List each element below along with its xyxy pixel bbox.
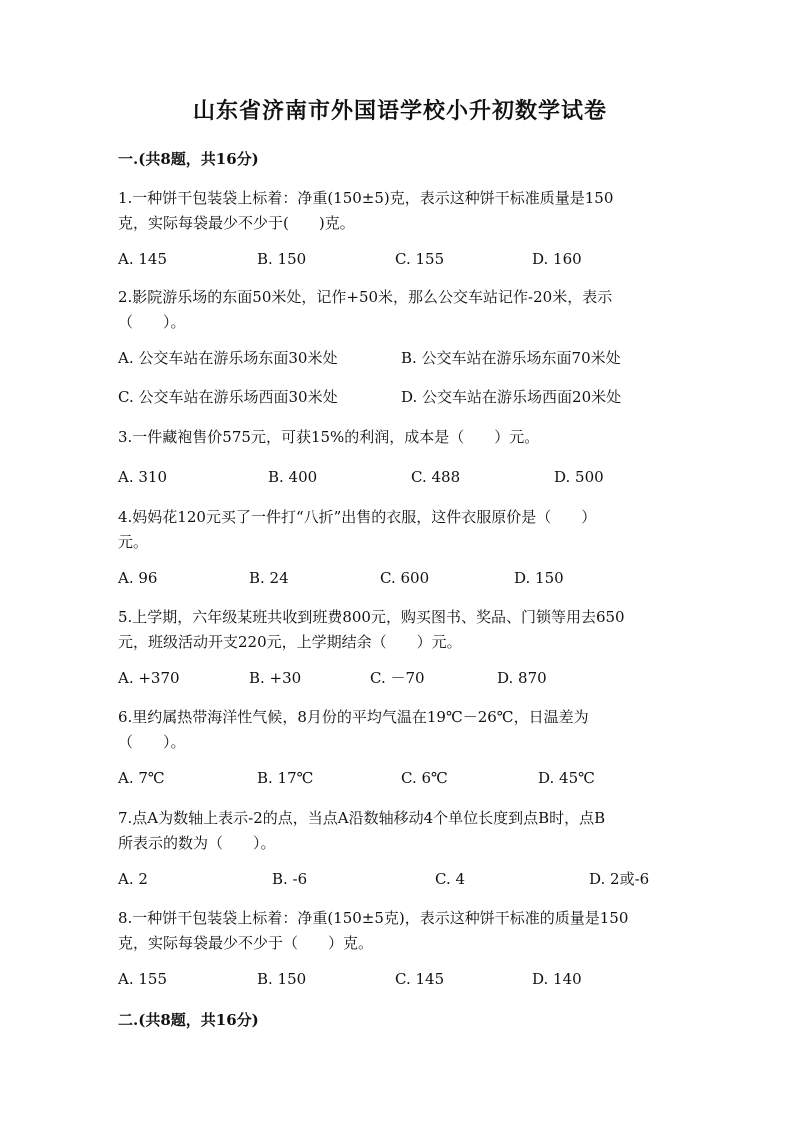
option-b: B. 24 (249, 569, 289, 587)
question-text-line: 元，班级活动开支220元，上学期结余（ ）元。 (118, 633, 462, 651)
option-b: B. 17℃ (257, 769, 314, 787)
option-b: B. 150 (257, 250, 307, 268)
options-row-2a (0, 347, 800, 369)
options-row-6 (0, 767, 800, 789)
option-a: A. 公交车站在游乐场东面30米处 (118, 349, 338, 367)
options-row-8 (0, 968, 800, 990)
option-b: B. +30 (249, 669, 302, 687)
question-text-line: 2.影院游乐场的东面50米处，记作+50米，那么公交车站记作-20米，表示 (118, 288, 613, 306)
options-row-1 (0, 248, 800, 270)
option-c: C. 488 (411, 468, 461, 486)
option-a: A. +370 (118, 669, 180, 687)
question-text-line: （ ）。 (118, 313, 186, 331)
option-c: C. 公交车站在游乐场西面30米处 (118, 388, 338, 406)
option-d: D. 160 (532, 250, 582, 268)
option-b: B. 公交车站在游乐场东面70米处 (401, 349, 621, 367)
page-title: 山东省济南市外国语学校小升初数学试卷 (192, 98, 607, 124)
question-5 (118, 605, 683, 655)
question-text-line: 1.一种饼干包装袋上标着：净重(150±5)克，表示这种饼干标准质量是150 (118, 189, 614, 207)
options-row-2b (0, 386, 800, 408)
option-c: C. 145 (395, 970, 445, 988)
option-d: D. 公交车站在游乐场西面20米处 (401, 388, 622, 406)
option-c: C. 6℃ (401, 769, 448, 787)
question-text-line: 3.一件藏袍售价575元，可获15%的利润，成本是（ ）元。 (118, 428, 540, 446)
option-d: D. 140 (532, 970, 582, 988)
question-1 (118, 186, 683, 236)
option-a: A. 310 (118, 468, 167, 486)
question-2 (118, 285, 683, 335)
question-7 (118, 806, 683, 856)
question-text-line: 7.点A为数轴上表示-2的点，当点A沿数轴移动4个单位长度到点B时，点B (118, 809, 606, 827)
option-d: D. 45℃ (538, 769, 595, 787)
option-c: C. 155 (395, 250, 445, 268)
options-row-7 (0, 868, 800, 890)
options-row-3 (0, 466, 800, 488)
option-a: A. 145 (118, 250, 167, 268)
option-d: D. 500 (554, 468, 604, 486)
option-c: C. 600 (380, 569, 430, 587)
question-text-line: 克，实际每袋最少不少于( )克。 (118, 214, 355, 232)
section-heading-2: 二.(共8题，共16分) (118, 1011, 259, 1029)
question-text-line: 克，实际每袋最少不少于（ ）克。 (118, 934, 374, 952)
question-text-line: 所表示的数为（ ）。 (118, 834, 276, 852)
option-d: D. 870 (497, 669, 547, 687)
question-6 (118, 705, 683, 755)
question-8 (118, 906, 683, 956)
option-a: A. 96 (118, 569, 158, 587)
option-d: D. 2或-6 (589, 870, 650, 888)
section-heading-1: 一.(共8题，共16分) (118, 150, 259, 168)
question-3 (118, 425, 683, 450)
question-text-line: （ ）。 (118, 733, 186, 751)
option-b: B. 150 (257, 970, 307, 988)
option-a: A. 155 (118, 970, 167, 988)
question-text-line: 6.里约属热带海洋性气候，8月份的平均气温在19℃－26℃，日温差为 (118, 708, 589, 726)
options-row-5 (0, 667, 800, 689)
question-text-line: 5.上学期，六年级某班共收到班费800元，购买图书、奖品、门锁等用去650 (118, 608, 625, 626)
question-4 (118, 505, 683, 555)
option-b: B. 400 (268, 468, 318, 486)
option-c: C. 4 (435, 870, 466, 888)
question-text-line: 4.妈妈花120元买了一件打“八折”出售的衣服，这件衣服原价是（ ） (118, 508, 597, 526)
option-a: A. 2 (118, 870, 148, 888)
option-b: B. -6 (272, 870, 308, 888)
question-text-line: 8.一种饼干包装袋上标着：净重(150±5克)，表示这种饼干标准的质量是150 (118, 909, 629, 927)
options-row-4 (0, 567, 800, 589)
option-a: A. 7℃ (118, 769, 165, 787)
option-c: C. －70 (370, 669, 425, 687)
question-text-line: 元。 (118, 533, 149, 551)
option-d: D. 150 (514, 569, 564, 587)
